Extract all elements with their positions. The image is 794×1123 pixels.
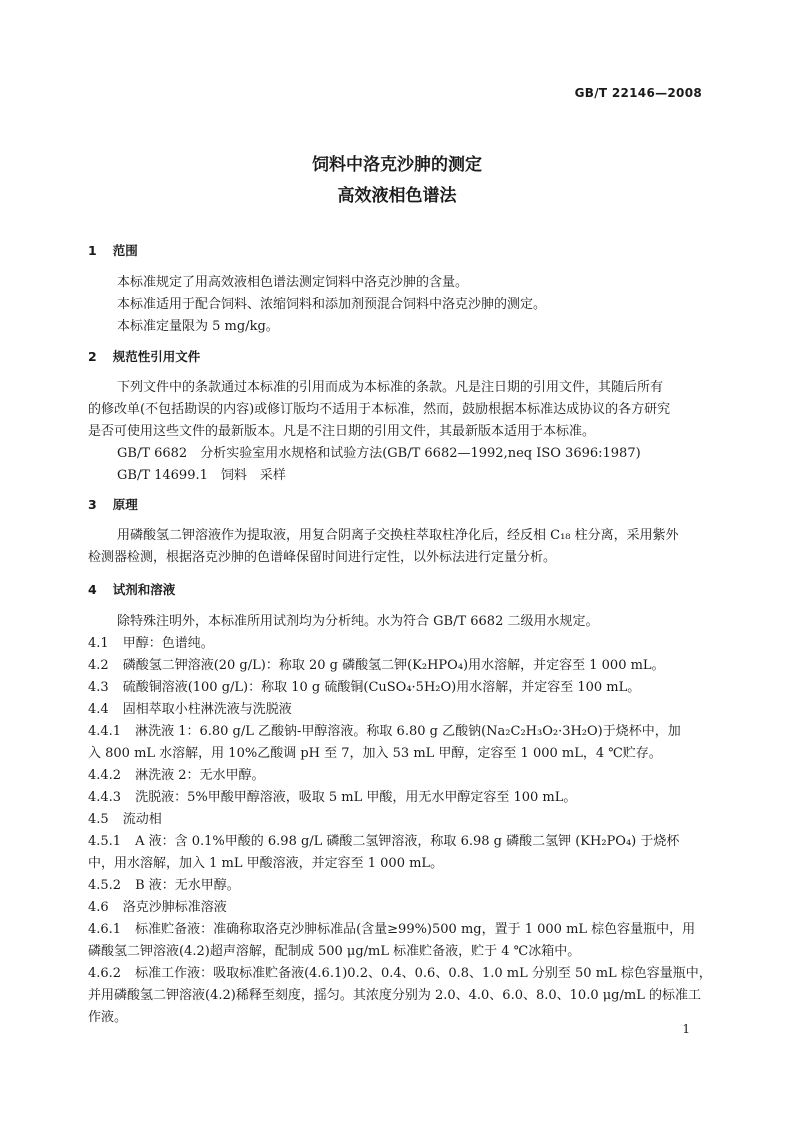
numbered-clause (88, 701, 292, 719)
paragraph-line: 本标准适用于配合饲料、浓缩饲料和添加剂预混合饲料中洛克沙胂的测定。 (117, 297, 547, 312)
numbered-clause (88, 635, 214, 653)
numbered-clause (88, 899, 227, 917)
section-heading (88, 348, 200, 366)
section-title: 试剂和溶液 (112, 582, 176, 597)
paragraph-line: 中，用水溶解，加入 1 mL 甲酸溶液，并定容至 1 000 mL。 (88, 856, 444, 871)
numbered-clause (88, 877, 240, 895)
clause-number: 4.6 (88, 900, 109, 915)
numbered-clause (88, 723, 681, 741)
clause-text: B 液：无水甲醇。 (135, 878, 240, 893)
paragraph-line: 下列文件中的条款通过本标准的引用而成为本标准的条款。凡是注日期的引用文件，其随后所有 (117, 380, 664, 395)
paragraph-line: 用磷酸氢二钾溶液作为提取液，用复合阴离子交换柱萃取柱净化后，经反相 C₁₈ 柱分离，采用紫外 (117, 528, 679, 543)
clause-text: A 液：含 0.1%甲酸的 6.98 g/L 磷酸二氢钾溶液，称取 6.98 g 磷酸二氢钾 (KH₂PO₄) 于烧杯 (135, 834, 680, 849)
paragraph-line: GB/T 14699.1 饲料 采样 (117, 468, 286, 483)
clause-number: 4.6.2 (88, 966, 122, 981)
paragraph-line: 检测器检测，根据洛克沙胂的色谱峰保留时间进行定性，以外标法进行定量分析。 (88, 550, 557, 565)
paragraph-line: 本标准定量限为 5 mg/kg。 (117, 319, 279, 334)
clause-text: 磷酸氢二钾溶液(20 g/L)：称取 20 g 磷酸氢二钾(K₂HPO₄)用水溶解，并定容至 1 000 mL。 (122, 658, 665, 673)
clause-number: 4.4.2 (88, 768, 122, 783)
paragraph-line: 的修改单(不包括勘误的内容)或修订版均不适用于本标准，然而，鼓励根据本标准达成协议的各方研究 (88, 402, 671, 417)
numbered-clause (88, 789, 576, 807)
section-title: 范围 (112, 243, 138, 258)
paragraph-line: 并用磷酸氢二钾溶液(4.2)稀释至刻度，摇匀。其浓度分别为 2.0、4.0、6.0、8.0、10.0 μg/mL 的标准工 (88, 988, 701, 1003)
paragraph-line: 入 800 mL 水溶解，用 10%乙酸调 pH 至 7，加入 53 mL 甲醇，定容至 1 000 mL，4 ℃贮存。 (88, 746, 662, 761)
clause-number: 4.4 (88, 702, 109, 717)
section-heading (88, 242, 138, 260)
clause-text: 硫酸铜溶液(100 g/L)：称取 10 g 硫酸铜(CuSO₄·5H₂O)用水溶解，并定容至 100 mL。 (122, 680, 641, 695)
clause-number: 4.5.1 (88, 834, 122, 849)
paragraph-line: 除特殊注明外，本标准所用试剂均为分析纯。水为符合 GB/T 6682 二级用水规定。 (117, 614, 599, 629)
numbered-clause (88, 767, 264, 785)
clause-number: 4.4.3 (88, 790, 122, 805)
page-number: 1 (682, 1022, 690, 1036)
clause-text: 淋洗液 1：6.80 g/L 乙酸钠-甲醇溶液。称取 6.80 g 乙酸钠(Na₂C₂H₃O₂·3H₂O)于烧杯中，加 (135, 724, 681, 739)
clause-text: 甲醇：色谱纯。 (122, 636, 214, 651)
clause-text: 固相萃取小柱淋洗液与洗脱液 (122, 702, 292, 717)
clause-text: 标准工作液：吸取标准贮备液(4.6.1)0.2、0.4、0.6、0.8、1.0 mL 分别至 50 mL 棕色容量瓶中， (135, 966, 712, 981)
clause-number: 4.6.1 (88, 922, 122, 937)
clause-text: 洛克沙胂标准溶液 (122, 900, 227, 915)
section-number: 1 (88, 243, 97, 258)
clause-text: 洗脱液：5%甲酸甲醇溶液，吸取 5 mL 甲酸，用无水甲醇定容至 100 mL。 (135, 790, 577, 805)
numbered-clause (88, 921, 695, 939)
numbered-clause (88, 679, 640, 697)
paragraph-line: GB/T 6682 分析实验室用水规格和试验方法(GB/T 6682—1992,neq ISO 3696:1987) (117, 446, 641, 461)
clause-number: 4.1 (88, 636, 109, 651)
document-title-line1: 饲料中洛克沙胂的测定 (312, 155, 482, 175)
numbered-clause (88, 811, 162, 829)
paragraph-line: 作液。 (88, 1010, 128, 1025)
clause-text: 流动相 (122, 812, 162, 827)
clause-text: 标准贮备液：准确称取洛克沙胂标准品(含量≥99%)500 mg，置于 1 000 mL 棕色容量瓶中，用 (135, 922, 696, 937)
clause-number: 4.5 (88, 812, 109, 827)
clause-number: 4.5.2 (88, 878, 122, 893)
clause-text: 淋洗液 2：无水甲醇。 (135, 768, 265, 783)
section-heading (88, 581, 175, 599)
document-title-line2: 高效液相色谱法 (337, 186, 457, 206)
section-number: 3 (88, 497, 97, 512)
section-title: 规范性引用文件 (112, 349, 201, 364)
clause-number: 4.2 (88, 658, 109, 673)
section-number: 4 (88, 582, 97, 597)
clause-number: 4.3 (88, 680, 109, 695)
section-title: 原理 (112, 497, 138, 512)
standard-number: GB/T 22146—2008 (574, 86, 702, 100)
paragraph-line: 磷酸氢二钾溶液(4.2)超声溶解，配制成 500 μg/mL 标准贮备液，贮于 4 ℃冰箱中。 (88, 944, 581, 959)
paragraph-line: 是否可使用这些文件的最新版本。凡是不注日期的引用文件，其最新版本适用于本标准。 (88, 424, 596, 439)
clause-number: 4.4.1 (88, 724, 122, 739)
numbered-clause (88, 965, 712, 983)
section-heading (88, 496, 138, 514)
paragraph-line: 本标准规定了用高效液相色谱法测定饲料中洛克沙胂的含量。 (117, 275, 469, 290)
section-number: 2 (88, 349, 97, 364)
numbered-clause (88, 833, 679, 851)
numbered-clause (88, 657, 665, 675)
